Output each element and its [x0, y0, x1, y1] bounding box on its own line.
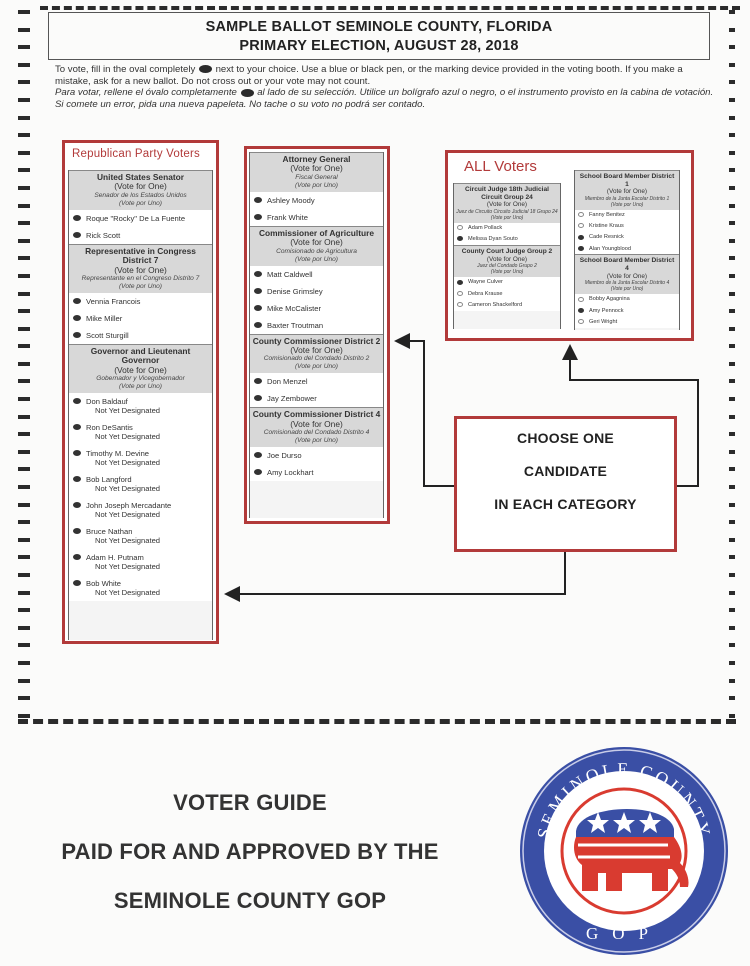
candidate-name: Adam H. Putnam	[86, 553, 144, 563]
candidate-name: Don Menzel	[267, 377, 308, 387]
ballot-title: SAMPLE BALLOT SEMINOLE COUNTY, FLORIDA	[205, 19, 553, 35]
vote-for-one: (Vote for One)	[290, 163, 343, 174]
guide-line-1: VOTER GUIDE	[173, 790, 327, 815]
vote-for-one: (Vote for One)	[290, 345, 343, 356]
vote-for-one: (Vote for One)	[114, 181, 167, 192]
vote-for-one-es: (Vote por Uno)	[610, 201, 644, 208]
candidate-name: Timothy M. Devine	[86, 449, 150, 459]
running-mate-status: Not Yet Designated	[95, 458, 161, 468]
callout-line-3: IN EACH CATEGORY	[494, 496, 637, 512]
candidate-name: Melissa Dyan Souto	[468, 236, 518, 243]
race-title-es: Juez del Condado Grupo 2	[477, 262, 537, 269]
vote-for-one-es: (Vote por Uno)	[118, 283, 162, 291]
race-title: Attorney General	[282, 154, 351, 164]
race-title-es: Senador de los Estados Unidos	[94, 191, 187, 199]
choose-one-callout	[454, 416, 677, 552]
vote-for-one-es: (Vote por Uno)	[490, 268, 524, 275]
candidate-name: Geri Wright	[589, 318, 618, 325]
candidate-name: Amy Lockhart	[267, 468, 314, 478]
running-mate-status: Not Yet Designated	[95, 562, 161, 572]
race-title: County Court Judge Group 2	[461, 247, 553, 255]
race-title-es: Representante en el Congreso Distrito 7	[81, 275, 200, 283]
running-mate-status: Not Yet Designated	[95, 484, 161, 494]
running-mate-status: Not Yet Designated	[95, 588, 161, 598]
instructions-en-1: To vote, fill in the oval completely	[55, 64, 196, 75]
seminole-gop-logo	[518, 745, 730, 957]
candidate-name: Cameron Shackelford	[468, 301, 523, 308]
candidate-name: Wayne Culver	[468, 279, 503, 286]
candidate-name: Joe Durso	[267, 451, 302, 461]
race-title: School Board Member District 4	[579, 257, 675, 272]
candidate-name: Frank White	[267, 212, 308, 222]
candidate-name: Mike Miller	[86, 314, 123, 324]
vote-for-one-es: (Vote por Uno)	[294, 437, 338, 445]
guide-line-3: SEMINOLE COUNTY GOP	[113, 888, 387, 913]
candidate-name: Bob Langford	[86, 475, 132, 485]
logo-gop-text: GOP	[585, 924, 663, 943]
running-mate-status: Not Yet Designated	[95, 406, 161, 416]
candidate-name: Cade Resnick	[589, 234, 624, 241]
candidate-name: Denise Grimsley	[267, 286, 323, 296]
race-title: Circuit Judge 18th Judicial Circuit Group 24	[465, 186, 549, 201]
candidate-name: Fanny Benitez	[589, 211, 625, 218]
republican-panel-title: Republican Party Voters	[72, 148, 200, 160]
candidate-name: Bobby Agagnina	[589, 296, 630, 303]
vote-for-one-es: (Vote por Uno)	[118, 199, 162, 207]
candidate-name: Ron DeSantis	[86, 423, 133, 433]
candidate-name: Baxter Troutman	[267, 320, 324, 330]
candidate-name: Vennia Francois	[86, 297, 141, 307]
guide-line-2: PAID FOR AND APPROVED BY THE	[61, 839, 439, 864]
race-title-es: Miembro de la Junta Escolar Distrito 4	[584, 279, 670, 286]
vote-for-one-es: (Vote por Uno)	[118, 383, 162, 391]
race-title: County Commissioner District 2	[252, 335, 381, 346]
vote-for-one: (Vote for One)	[114, 364, 167, 375]
vote-for-one: (Vote for One)	[290, 237, 343, 248]
race-title-es: Comisionado del Condado Distrito 2	[263, 355, 370, 363]
logo-arc-text: SEMINOLE COUNTY	[533, 759, 716, 841]
instructions-es-1: Para votar, rellene el óvalo completamente	[55, 87, 237, 99]
race-title-es: Miembro de la Junta Escolar Distrito 1	[584, 195, 670, 202]
race-title-es: Comisionado del Condado Distrito 4	[263, 429, 370, 437]
candidate-name: Scott Sturgill	[86, 331, 129, 341]
race-title: Representative in Congress District 7	[85, 245, 196, 266]
vote-for-one-es: (Vote por Uno)	[294, 363, 338, 371]
candidate-name: Bob White	[86, 579, 122, 589]
vote-for-one: (Vote for One)	[486, 201, 528, 209]
candidate-name: Jay Zembower	[267, 394, 317, 404]
candidate-name: Amy Pennock	[589, 307, 624, 314]
race-title: United States Senator	[96, 172, 185, 182]
candidate-name: Don Baldauf	[86, 397, 128, 407]
running-mate-status: Not Yet Designated	[95, 432, 161, 442]
vote-for-one-es: (Vote por Uno)	[294, 255, 338, 263]
candidate-name: Kristine Kraus	[589, 223, 624, 230]
race-title-es: Comisionado de Agricultura	[276, 247, 357, 255]
race-title: Governor and Lieutenant Governor	[90, 346, 191, 366]
candidate-name: Matt Caldwell	[267, 269, 313, 279]
candidate-name: Bruce Nathan	[86, 527, 133, 537]
vote-for-one: (Vote for One)	[290, 418, 343, 429]
race-title-es: Juez de Circuito Circuito Judicial 18 Grupo 24	[456, 208, 558, 215]
race-title-es: Fiscal General	[295, 173, 338, 181]
candidate-name: Alan Youngblood	[589, 245, 631, 252]
candidate-name: Rick Scott	[86, 230, 121, 240]
instructions-es-2: al lado de su selección. Utilice un bolígrafo azul o negro, o el instrumento provisto en la cabina de votación. Si comete un error, pida una nueva papeleta. No tache o su voto no podrá ser contado.	[55, 87, 714, 110]
instructions-en-2: next to your choice. Use a blue or black pen, or the marking device provided in the voting booth. If you make a mistake, ask for a new ballot. Do not cross out or your vote may not count.	[55, 64, 683, 87]
callout-line-2: CANDIDATE	[523, 463, 608, 479]
vote-for-one-es: (Vote por Uno)	[490, 214, 524, 221]
voter-guide-text	[20, 778, 480, 925]
candidate-name: Adam Pollack	[468, 224, 503, 231]
election-title: PRIMARY ELECTION, AUGUST 28, 2018	[239, 38, 519, 54]
vote-for-one: (Vote for One)	[486, 255, 528, 263]
vote-for-one: (Vote for One)	[606, 188, 648, 196]
race-title: County Commissioner District 4	[252, 409, 381, 420]
candidate-name: Mike McCalister	[267, 303, 322, 313]
vote-for-one-es: (Vote por Uno)	[294, 181, 338, 189]
race-title-es: Gobernador y Vicegobernador	[96, 375, 185, 383]
candidate-name: Roque "Rocky" De La Fuente	[86, 213, 186, 223]
candidate-name: John Joseph Mercadante	[86, 501, 172, 511]
race-title: Commissioner of Agriculture	[258, 227, 375, 238]
running-mate-status: Not Yet Designated	[95, 510, 161, 520]
vote-for-one-es: (Vote por Uno)	[610, 285, 644, 292]
race-title: School Board Member District 1	[579, 173, 675, 188]
candidate-name: Ashley Moody	[267, 195, 315, 205]
callout-line-1: CHOOSE ONE	[517, 430, 614, 446]
arrow-to-republican-panel	[226, 552, 565, 594]
vote-for-one: (Vote for One)	[606, 272, 648, 280]
vote-for-one: (Vote for One)	[114, 264, 167, 275]
arrow-to-middle-panel	[396, 341, 454, 486]
running-mate-status: Not Yet Designated	[95, 536, 161, 546]
candidate-name: Debra Krause	[468, 290, 503, 297]
all-voters-title: ALL Voters	[464, 158, 537, 175]
